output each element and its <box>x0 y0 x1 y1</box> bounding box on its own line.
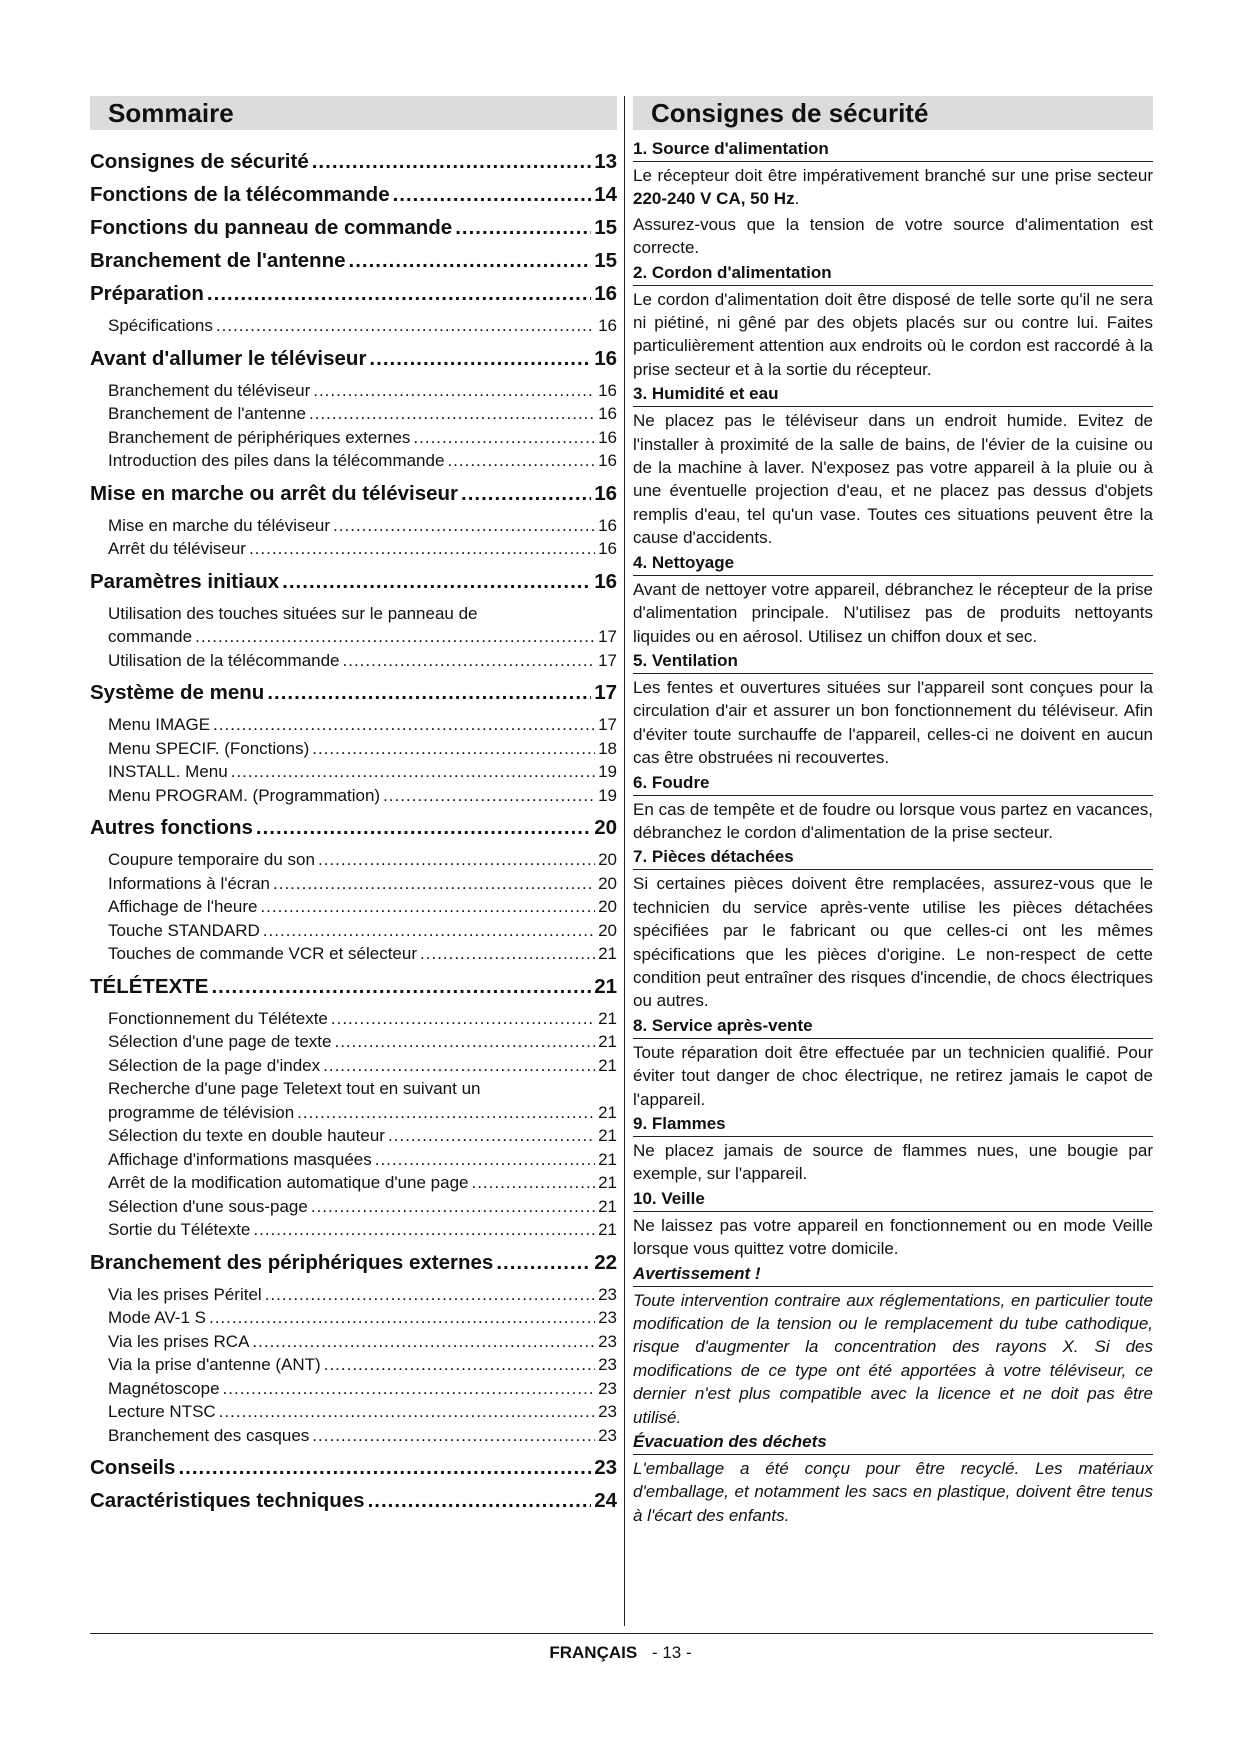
toc-page-number: 22 <box>594 1250 617 1274</box>
safety-paragraph: Toute réparation doit être effectuée par un technicien qualifié. Pour éviter tout danger de choc électrique, ne retirez jamais le capot de l'appareil. <box>633 1042 1153 1109</box>
toc-sub-entry <box>90 872 617 896</box>
toc-leader-dots <box>413 426 595 450</box>
toc-sub-entry <box>90 1306 617 1330</box>
toc-page-number: 16 <box>598 316 617 335</box>
toc-leader-dots <box>312 1424 595 1448</box>
safety-item-title: 1. Source d'alimentation <box>633 138 1153 162</box>
toc-page-number: 16 <box>594 282 617 305</box>
toc-sub-entry <box>90 895 617 919</box>
toc-page-number: 21 <box>598 1008 617 1028</box>
safety-paragraph: Avant de nettoyer votre appareil, débranchez le récepteur de la prise d'alimentation principale. N'utilisez pas de produits nettoyants liquides ou en aérosol. Utilisez un chiffon doux et sec. <box>633 579 1153 646</box>
toc-leader-dots <box>471 1171 595 1195</box>
toc-page-number: 21 <box>598 1196 617 1216</box>
safety-paragraph: Les fentes et ouvertures situées sur l'appareil sont conçues pour la circulation d'air et assurer un bon fonctionnement du téléviseur. Afin d'éviter toute surchauffe de l'appareil, celles-ci ne doivent en aucun cas être obstruées ni recouvertes. <box>633 677 1153 768</box>
toc-entry-label: Mise en marche ou arrêt du téléviseur <box>90 481 458 505</box>
toc-sub-entry <box>90 514 617 538</box>
toc-sub-entry <box>90 1007 617 1031</box>
safety-paragraph: Toute intervention contraire aux réglementations, en particulier toute modification de la tension ou le remplacement du tube cathodique, risque d'augmenter la concentration des rayons X. Si des modifications de ce type ont été apportées à votre téléviseur, ce dernier n'est plus compatible avec la licence et ne doit pas être utilisé. <box>633 1290 1153 1427</box>
toc-sub-entry <box>90 1124 617 1148</box>
toc-leader-dots <box>311 1195 595 1219</box>
toc-entry-label: Magnétoscope <box>108 1378 220 1398</box>
safety-paragraph: L'emballage a été conçu pour être recyclé. Les matériaux d'emballage, et notamment les sacs en plastique, doivent être tenus à l'écart des enfants. <box>633 1459 1153 1525</box>
toc-entry-label: Branchement des périphériques externes <box>90 1250 494 1274</box>
toc-sub-entry <box>90 760 617 784</box>
toc-list <box>90 150 617 1513</box>
toc-leader-dots <box>333 514 595 538</box>
toc-entry-label: Caractéristiques techniques <box>90 1489 365 1512</box>
toc-main-entry <box>90 681 617 705</box>
toc-entry-label: Affichage de l'heure <box>108 897 258 916</box>
toc-entry-label: Mode AV-1 S <box>108 1308 206 1327</box>
toc-entry-label: Paramètres initiaux <box>90 569 280 593</box>
table-of-contents <box>90 96 617 1521</box>
toc-entry-label: Sélection de la page d'index <box>108 1055 321 1075</box>
safety-item-title: 4. Nettoyage <box>633 552 1153 576</box>
toc-leader-dots <box>253 1218 595 1242</box>
toc-entry-label: Affichage d'informations masquées <box>108 1149 372 1169</box>
consignes-heading: Consignes de sécurité <box>633 96 1153 130</box>
toc-entry-label: Touches de commande VCR et sélecteur <box>108 944 417 963</box>
toc-leader-dots <box>297 1101 595 1125</box>
safety-item-title: 8. Service après-vente <box>633 1015 1153 1039</box>
toc-page-number: 23 <box>598 1378 617 1398</box>
toc-entry-label: Via les prises Péritel <box>108 1284 262 1304</box>
safety-item-title: 9. Flammes <box>633 1113 1153 1137</box>
toc-sub-entry <box>90 449 617 473</box>
toc-entry-label: Coupure temporaire du son <box>108 850 315 869</box>
safety-item-title: 6. Foudre <box>633 772 1153 796</box>
toc-leader-dots <box>178 1456 591 1480</box>
toc-leader-dots <box>334 1030 595 1054</box>
toc-page-number: 16 <box>598 539 617 558</box>
toc-main-entry <box>90 347 617 371</box>
safety-item-title: 2. Cordon d'alimentation <box>633 262 1153 286</box>
safety-paragraph: Ne placez pas le téléviseur dans un endroit humide. Evitez de l'installer à proximité de la salle de bains, de l'évier de la cuisine ou de la machine à laver. N'exposez pas votre appareil à la pluie ou à une éventuelle projection d'eau, et ne placez pas dessus d'objets remplis d'eau, tel qu'un vase. Toutes ces situations peuvent être la cause d'accidents. <box>633 411 1153 548</box>
toc-entry-label: Arrêt du téléviseur <box>108 539 246 558</box>
toc-main-entry <box>90 183 617 207</box>
safety-paragraph: Le cordon d'alimentation doit être disposé de telle sorte qu'il ne sera ni piétiné, ni gêné par des objets placés sur ou contre lui. Faites particulièrement attention aux endroits où le cordon est raccordé à la prise secteur et à la sortie du récepteur. <box>633 289 1153 379</box>
toc-entry-label: Spécifications <box>108 316 213 335</box>
toc-entry-label: Fonctions du panneau de commande <box>90 216 453 239</box>
toc-main-entry <box>90 216 617 240</box>
toc-page-number: 18 <box>598 738 617 758</box>
safety-items <box>633 138 1153 1527</box>
toc-sub-entry <box>90 537 617 561</box>
toc-leader-dots <box>252 1330 595 1354</box>
safety-item-title: Évacuation des déchets <box>633 1431 1153 1455</box>
toc-entry-label: Sortie du Télétexte <box>108 1220 251 1239</box>
toc-entry-label: Lecture NTSC <box>108 1402 216 1421</box>
toc-entry-label-line1: Utilisation des touches situées sur le panneau de <box>108 603 478 623</box>
toc-sub-entry <box>90 1030 617 1054</box>
toc-leader-dots <box>209 1306 595 1330</box>
toc-leader-dots <box>309 402 595 426</box>
toc-entry-label: Fonctions de la télécommande <box>90 183 390 206</box>
toc-leader-dots <box>393 183 592 207</box>
toc-leader-dots <box>273 872 595 896</box>
toc-entry-label: Fonctionnement du Télétexte <box>108 1008 328 1028</box>
toc-sub-entry <box>90 649 617 673</box>
toc-page-number: 16 <box>598 515 617 535</box>
toc-main-entry <box>90 816 617 840</box>
toc-main-entry <box>90 975 617 999</box>
toc-sub-entry <box>90 314 617 338</box>
safety-paragraph: Assurez-vous que la tension de votre source d'alimentation est correcte. <box>633 214 1153 258</box>
toc-page-number: 14 <box>594 183 617 206</box>
toc-entry-label: TÉLÉTEXTE <box>90 974 209 998</box>
safety-section <box>633 96 1153 1527</box>
toc-sub-entry <box>90 1424 617 1448</box>
toc-page-number: 24 <box>594 1489 617 1512</box>
toc-entry-label: Conseils <box>90 1456 176 1479</box>
toc-main-entry <box>90 150 617 174</box>
toc-leader-dots <box>375 1148 595 1172</box>
toc-entry-label: Mise en marche du téléviseur <box>108 515 331 535</box>
toc-page-number: 17 <box>598 715 617 734</box>
toc-entry-label: Système de menu <box>90 681 265 704</box>
toc-leader-dots <box>263 919 595 943</box>
column-divider <box>624 96 625 1626</box>
toc-leader-dots <box>231 760 595 784</box>
toc-leader-dots <box>343 649 596 673</box>
toc-page-number: 20 <box>598 850 617 869</box>
toc-page-number: 13 <box>594 150 617 173</box>
toc-entry-label: Menu PROGRAM. (Programmation) <box>108 785 381 805</box>
toc-page-number: 16 <box>598 404 617 423</box>
toc-leader-dots <box>447 449 595 473</box>
toc-leader-dots <box>312 737 595 761</box>
toc-entry-label: commande <box>108 627 193 646</box>
toc-entry-label: Utilisation de la télécommande <box>108 650 340 670</box>
toc-leader-dots <box>313 379 595 403</box>
toc-main-entry <box>90 1456 617 1480</box>
toc-page-number: 21 <box>598 1173 617 1192</box>
toc-page-number: 23 <box>594 1456 617 1479</box>
safety-item-title: 5. Ventilation <box>633 650 1153 674</box>
toc-entry-label: Menu SPECIF. (Fonctions) <box>108 738 310 758</box>
toc-entry-label: Sélection du texte en double hauteur <box>108 1126 385 1145</box>
toc-leader-dots <box>420 942 595 966</box>
toc-sub-entry <box>90 402 617 426</box>
toc-page-number: 16 <box>598 380 617 400</box>
toc-page-number: 23 <box>598 1355 617 1374</box>
toc-sub-entry <box>90 1330 617 1354</box>
toc-page-number: 16 <box>598 427 617 447</box>
toc-page-number: 20 <box>594 816 617 839</box>
toc-leader-dots <box>324 1353 595 1377</box>
toc-sub-entry <box>90 1054 617 1078</box>
toc-entry-label: Branchement du téléviseur <box>108 380 311 400</box>
toc-page-number: 21 <box>598 1149 617 1169</box>
toc-page-number: 17 <box>598 627 617 646</box>
toc-page-number: 23 <box>598 1425 617 1445</box>
toc-page-number: 20 <box>598 920 617 940</box>
toc-sub-entry <box>90 848 617 872</box>
safety-paragraph: En cas de tempête et de foudre ou lorsque vous partez en vacances, débranchez le cordon d'alimentation de la prise secteur. <box>633 799 1153 842</box>
toc-page-number: 21 <box>598 1102 617 1122</box>
toc-leader-dots <box>383 784 595 808</box>
toc-entry-label: Consignes de sécurité <box>90 150 309 173</box>
toc-main-entry <box>90 282 617 306</box>
toc-leader-dots <box>216 314 595 338</box>
toc-leader-dots <box>331 1007 595 1031</box>
voltage-spec: 220-240 V CA, 50 Hz <box>633 189 795 209</box>
toc-page-number: 23 <box>598 1308 617 1327</box>
toc-leader-dots <box>388 1124 595 1148</box>
toc-page-number: 23 <box>598 1402 617 1421</box>
toc-main-entry <box>90 482 617 506</box>
paragraph-text: . <box>794 189 800 209</box>
sommaire-heading: Sommaire <box>90 96 617 130</box>
toc-leader-dots <box>369 347 591 371</box>
toc-leader-dots <box>195 625 595 649</box>
paragraph-text: Le récepteur doit être impérativement branché sur une prise secteur <box>633 166 1153 185</box>
toc-entry-label: INSTALL. Menu <box>108 762 228 781</box>
toc-leader-dots <box>318 848 595 872</box>
toc-page-number: 15 <box>594 216 617 239</box>
safety-paragraph <box>633 164 1153 211</box>
toc-leader-dots <box>455 216 591 240</box>
toc-entry-label-line1: Recherche d'une page Teletext tout en suivant un <box>108 1079 481 1098</box>
safety-item-title: 10. Veille <box>633 1188 1153 1212</box>
toc-main-entry <box>90 249 617 273</box>
toc-leader-dots <box>368 1489 592 1513</box>
footer-page-number: - 13 - <box>651 1643 692 1662</box>
toc-leader-dots <box>282 570 591 594</box>
toc-entry-label: Avant d'allumer le téléviseur <box>90 346 367 370</box>
toc-main-entry <box>90 570 617 594</box>
toc-page-number: 16 <box>598 451 617 470</box>
toc-leader-dots <box>223 1377 596 1401</box>
toc-sub-entry <box>90 602 617 649</box>
toc-sub-entry <box>90 737 617 761</box>
toc-page-number: 21 <box>598 1055 617 1075</box>
toc-entry-row <box>108 625 617 649</box>
toc-entry-label: programme de télévision <box>108 1102 295 1122</box>
toc-entry-label: Touche STANDARD <box>108 920 260 940</box>
toc-entry-label: Via les prises RCA <box>108 1331 250 1351</box>
toc-leader-dots <box>323 1054 595 1078</box>
toc-page-number: 20 <box>598 897 617 916</box>
toc-page-number: 21 <box>598 944 617 963</box>
toc-page-number: 23 <box>598 1331 617 1351</box>
toc-entry-label: Informations à l'écran <box>108 873 270 893</box>
toc-entry-label: Branchement de périphériques externes <box>108 427 411 447</box>
toc-sub-entry <box>90 713 617 737</box>
toc-entry-label: Via la prise d'antenne (ANT) <box>108 1355 321 1374</box>
toc-leader-dots <box>256 816 591 840</box>
toc-entry-label: Branchement de l'antenne <box>108 404 306 423</box>
toc-sub-entry <box>90 1148 617 1172</box>
toc-leader-dots <box>211 975 591 999</box>
toc-main-entry <box>90 1489 617 1513</box>
toc-page-number: 19 <box>598 785 617 805</box>
toc-leader-dots <box>496 1251 591 1275</box>
toc-page-number: 16 <box>594 569 617 593</box>
toc-entry-label: Sélection d'une page de texte <box>108 1032 332 1051</box>
footer-rule <box>90 1633 1153 1634</box>
toc-sub-entry <box>90 1195 617 1219</box>
toc-page-number: 21 <box>598 1032 617 1051</box>
toc-entry-label: Introduction des piles dans la télécommande <box>108 451 445 470</box>
toc-page-number: 17 <box>598 650 617 670</box>
toc-leader-dots <box>219 1400 595 1424</box>
page-footer <box>0 1643 1241 1663</box>
toc-sub-entry <box>90 1353 617 1377</box>
toc-sub-entry <box>90 426 617 450</box>
toc-sub-entry <box>90 1218 617 1242</box>
toc-leader-dots <box>312 150 591 174</box>
toc-page-number: 21 <box>594 974 617 998</box>
safety-paragraph: Si certaines pièces doivent être remplacées, assurez-vous que le technicien du service après-vente utilise les pièces détachées spécifiées par le fabricant ou que celles-ci ont les mêmes spécifications que les pièces d'origine. Le non-respect de cette condition peut entraîner des risques d'incendie, de chocs électriques ou autres. <box>633 874 1153 1011</box>
toc-leader-dots <box>207 282 591 306</box>
toc-page-number: 15 <box>594 249 617 272</box>
toc-page-number: 23 <box>598 1284 617 1304</box>
toc-entry-label: Branchement des casques <box>108 1425 310 1445</box>
toc-leader-dots <box>260 895 595 919</box>
safety-item-title: Avertissement ! <box>633 1263 1153 1287</box>
toc-sub-entry <box>90 1283 617 1307</box>
toc-page-number: 21 <box>598 1126 617 1145</box>
toc-sub-entry <box>90 1377 617 1401</box>
toc-main-entry <box>90 1251 617 1275</box>
toc-entry-label: Autres fonctions <box>90 816 253 839</box>
toc-leader-dots <box>213 713 595 737</box>
toc-page-number: 19 <box>598 762 617 781</box>
toc-entry-label: Menu IMAGE <box>108 715 211 734</box>
toc-entry-label: Sélection d'une sous-page <box>108 1196 308 1216</box>
toc-sub-entry <box>90 784 617 808</box>
toc-leader-dots <box>267 681 591 705</box>
safety-paragraph: Ne laissez pas votre appareil en fonctionnement ou en mode Veille lorsque vous quittez votre domicile. <box>633 1215 1153 1259</box>
toc-entry-label: Branchement de l'antenne <box>90 249 346 272</box>
toc-sub-entry <box>90 1171 617 1195</box>
toc-sub-entry <box>90 1077 617 1124</box>
toc-leader-dots <box>349 249 592 273</box>
toc-page-number: 21 <box>598 1220 617 1239</box>
toc-leader-dots <box>461 482 591 506</box>
footer-language: FRANÇAIS <box>549 1643 638 1662</box>
toc-sub-entry <box>90 379 617 403</box>
toc-sub-entry <box>90 942 617 966</box>
toc-entry-row <box>108 1101 617 1125</box>
toc-sub-entry <box>90 1400 617 1424</box>
toc-entry-label: Préparation <box>90 282 204 305</box>
toc-page-number: 20 <box>598 873 617 893</box>
toc-page-number: 17 <box>594 681 617 704</box>
toc-leader-dots <box>249 537 595 561</box>
safety-item-title: 7. Pièces détachées <box>633 846 1153 870</box>
toc-sub-entry <box>90 919 617 943</box>
safety-item-title: 3. Humidité et eau <box>633 383 1153 407</box>
safety-paragraph: Ne placez jamais de source de flammes nues, une bougie par exemple, sur l'appareil. <box>633 1141 1153 1184</box>
toc-page-number: 16 <box>594 481 617 505</box>
toc-page-number: 16 <box>594 346 617 370</box>
toc-entry-label: Arrêt de la modification automatique d'une page <box>108 1173 469 1192</box>
toc-leader-dots <box>265 1283 595 1307</box>
